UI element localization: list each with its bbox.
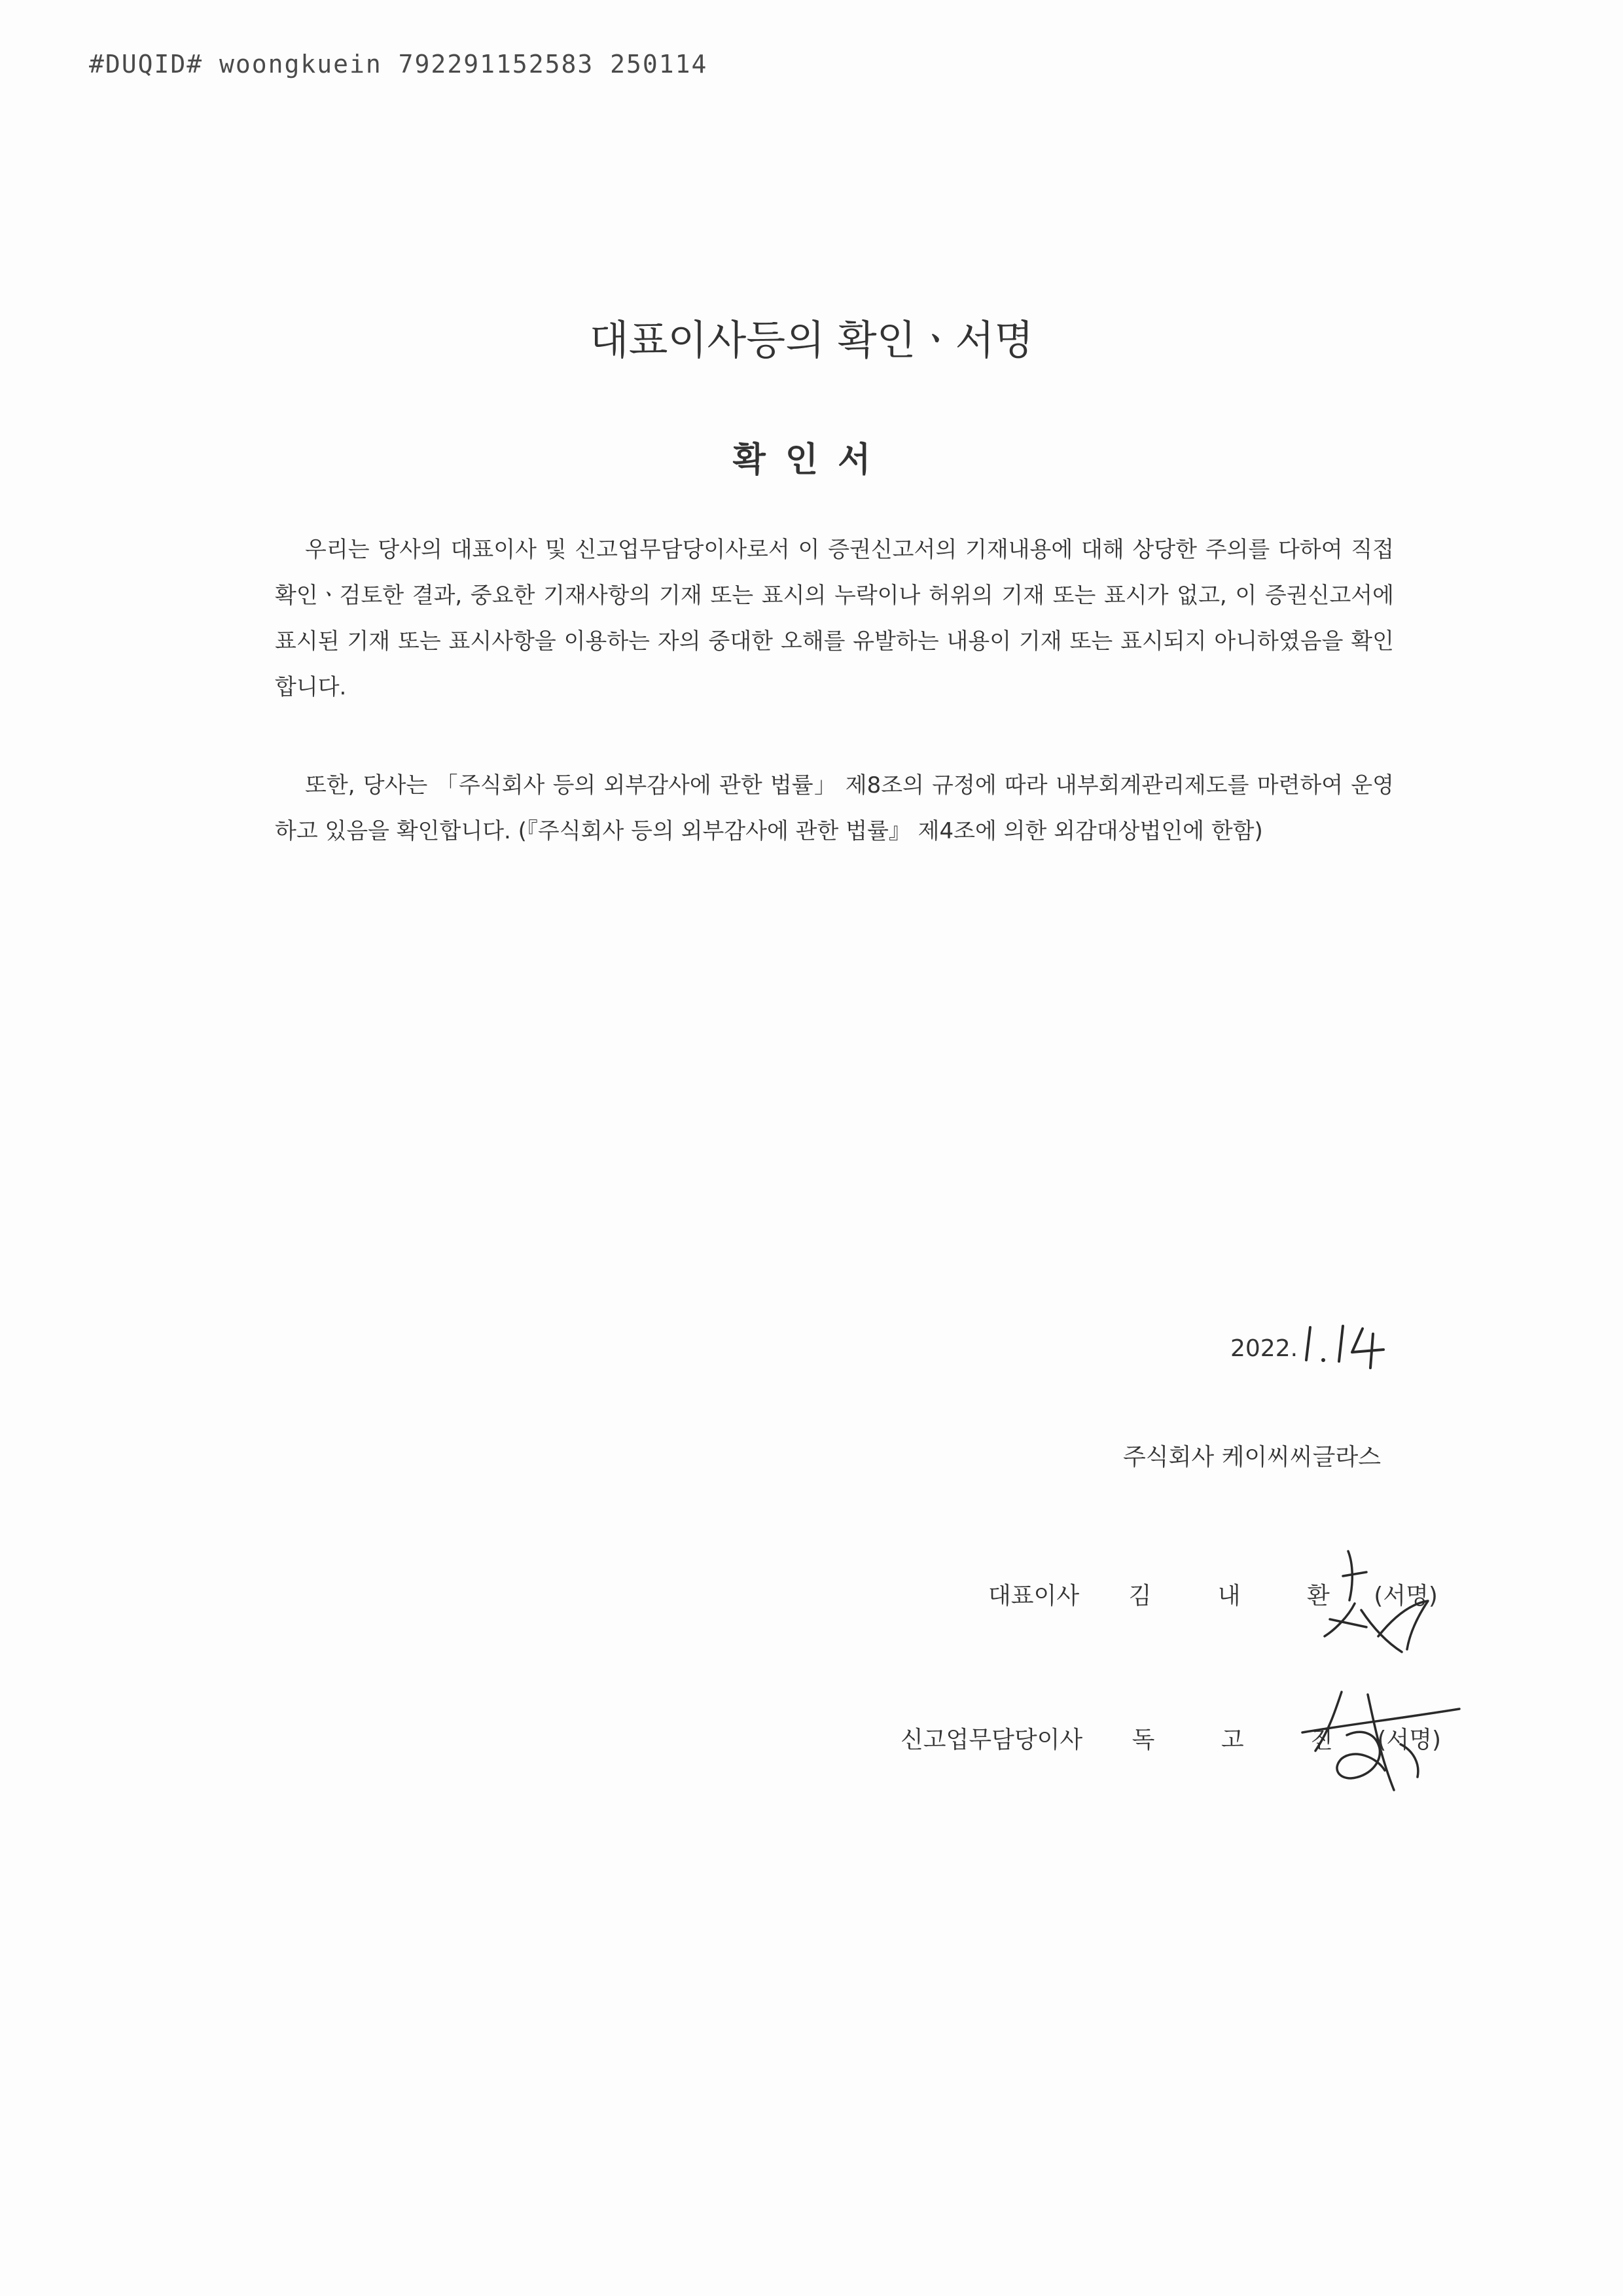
sign-label: (서명) bbox=[1374, 1583, 1438, 1609]
signatory-name-char: 환 bbox=[1307, 1583, 1330, 1609]
signatory-name-char: 진 bbox=[1310, 1727, 1333, 1753]
confirmation-paragraph-2: 또한, 당사는 「주식회사 등의 외부감사에 관한 법률」 제8조의 규정에 따라 내부회계관리제도를 마련하여 운영하고 있음을 확인합니다. (『주식회사 등의 외부감사에 관한 법률』 제4조에 의한 외감대상법인에 한함) bbox=[275, 772, 1394, 844]
company-name: 주식회사 케이씨씨글라스 bbox=[1123, 1444, 1381, 1471]
handwritten-signature-ceo bbox=[1283, 1538, 1459, 1669]
handwritten-signature-reporting-director bbox=[1270, 1672, 1466, 1803]
document-subtitle: 확인서 bbox=[732, 440, 891, 480]
signatory-name-char: 고 bbox=[1221, 1727, 1244, 1753]
signatory-role: 대표이사 bbox=[988, 1583, 1080, 1609]
date-printed: 2022. bbox=[1230, 1335, 1298, 1362]
document-title: 대표이사등의 확인ㆍ서명 bbox=[589, 316, 1034, 364]
signatory-name-char: 내 bbox=[1217, 1583, 1241, 1609]
date-line bbox=[1230, 1335, 1298, 1362]
signatory-name-char: 독 bbox=[1132, 1727, 1155, 1753]
date-handwritten bbox=[1300, 1314, 1398, 1373]
signatory-role: 신고업무담당이사 bbox=[901, 1727, 1083, 1753]
signatory-name-char: 김 bbox=[1128, 1583, 1152, 1609]
document-id-stamp: #DUQID# woongkuein 792291152583 250114 bbox=[89, 50, 708, 79]
sign-label: (서명) bbox=[1377, 1727, 1442, 1753]
confirmation-paragraph-1: 우리는 당사의 대표이사 및 신고업무담당이사로서 이 증권신고서의 기재내용에 대해 상당한 주의를 다하여 직접 확인ㆍ검토한 결과, 중요한 기재사항의 기재 또는 표시의 누락이나 허위의 기재 또는 표시가 없고, 이 증권신고서에 표시된 기재 또는 표시사항을 이용하는 자의 중대한 오해를 유발하는 내용이 기재 또는 표시되지 아니하였음을 확인합니다. bbox=[275, 537, 1394, 700]
